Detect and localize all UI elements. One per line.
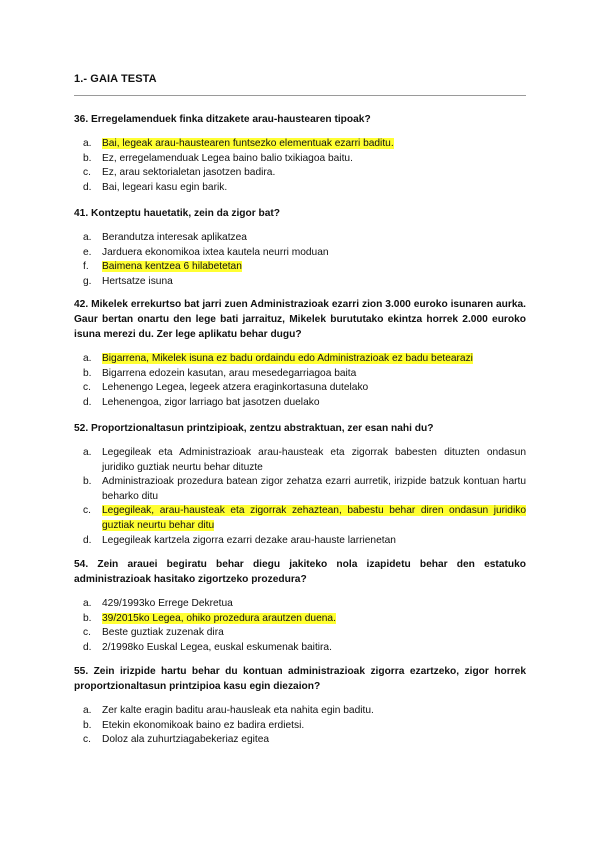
option-letter: a. xyxy=(83,598,92,609)
option-g xyxy=(74,275,526,290)
question-text: 52. Proportzionaltasun printzipioak, zentzu abstraktuan, zer esan nahi du? xyxy=(74,423,434,434)
option-a xyxy=(74,446,526,475)
question-text: 54. Zein arauei begiratu behar diegu jakiteko nola izapidetu behar den estatuko administrazioak hasitako zigortzeko prozedura? xyxy=(74,559,526,585)
option-letter: a. xyxy=(83,705,92,716)
option-text: Berandutza interesak aplikatzea xyxy=(102,232,247,243)
option-b xyxy=(74,367,526,382)
option-d xyxy=(74,181,526,196)
option-letter: f. xyxy=(83,261,89,273)
option-text-highlighted: Legegileak, arau-hausteak eta zigorrak zehaztean, babestu behar diren ondasun juridiko guztiak neurtu behar ditu xyxy=(102,505,526,531)
option-letter: g. xyxy=(83,275,92,287)
option-text-highlighted: Baimena kentzea 6 hilabetetan xyxy=(102,261,242,273)
option-letter: c. xyxy=(83,627,91,639)
option-letter: a. xyxy=(83,447,92,458)
option-list xyxy=(74,352,526,410)
option-list xyxy=(74,231,526,289)
option-letter: d. xyxy=(83,641,92,653)
question-42 xyxy=(74,297,526,410)
option-text: Lehenengo Legea, legeek atzera eraginkortasuna dutelako xyxy=(102,382,369,394)
question-52 xyxy=(74,421,526,548)
option-list xyxy=(74,597,526,655)
option-list xyxy=(74,446,526,548)
title-divider xyxy=(74,95,526,96)
option-d xyxy=(74,396,526,411)
option-b xyxy=(74,612,526,627)
option-b xyxy=(74,152,526,167)
option-letter: c. xyxy=(83,167,91,179)
option-text: Legegileak kartzela zigorra ezarri dezake arau-hauste larrienetan xyxy=(102,534,396,546)
option-text: Beste guztiak zuzenak dira xyxy=(102,627,224,639)
option-letter: d. xyxy=(83,396,92,408)
question-text: 42. Mikelek errekurtso bat jarri zuen Administrazioak ezarri zion 3.000 euroko isunaren aurka. Gaur bertan onartu den lege bati jarraituz, Mikelek burututako ekintza horrek 2.000 euroko isuna merezi du. Zer lege aplikatu behar dugu? xyxy=(74,299,526,340)
option-letter: c. xyxy=(83,734,91,746)
question-54 xyxy=(74,557,526,655)
option-a xyxy=(74,352,526,367)
option-text-highlighted: 39/2015ko Legea, ohiko prozedura arautzen duena. xyxy=(102,612,336,624)
option-letter: b. xyxy=(83,612,92,624)
option-letter: b. xyxy=(83,367,92,379)
option-a xyxy=(74,597,526,612)
option-letter: a. xyxy=(83,353,92,364)
option-c xyxy=(74,166,526,181)
option-e xyxy=(74,246,526,261)
option-c xyxy=(74,381,526,396)
question-41 xyxy=(74,206,526,289)
option-d xyxy=(74,534,526,549)
option-text: Doloz ala zuhurtziagabekeriaz egitea xyxy=(102,734,270,746)
option-text-highlighted: Bai, legeak arau-haustearen funtsezko elementuak ezarri baditu. xyxy=(102,138,394,149)
option-a xyxy=(74,137,526,152)
option-letter: d. xyxy=(83,534,92,546)
option-text: Etekin ekonomikoak baino ez badira erdietsi. xyxy=(102,719,305,731)
option-text: Legegileak eta Administrazioak arau-hausteak eta zigorrak babesten dituzten ondasun juridiko guztiak neurtu behar dituzte xyxy=(102,447,526,473)
option-letter: a. xyxy=(83,232,92,243)
option-letter: c. xyxy=(83,382,91,394)
question-55 xyxy=(74,664,526,748)
question-36 xyxy=(74,112,526,195)
option-d xyxy=(74,641,526,656)
option-list xyxy=(74,704,526,748)
option-text: Jarduera ekonomikoa ixtea kautela neurri moduan xyxy=(102,246,329,258)
document-title: 1.- GAIA TESTA xyxy=(74,73,157,85)
option-list xyxy=(74,137,526,195)
option-letter: b. xyxy=(83,719,92,731)
option-text: Zer kalte eragin baditu arau-hausleak eta nahita egin baditu. xyxy=(102,705,374,716)
option-text: 2/1998ko Euskal Legea, euskal eskumenak baitira. xyxy=(102,641,332,653)
option-text: Ez, erregelamenduak Legea baino balio txikiagoa baitu. xyxy=(102,152,353,164)
option-letter: e. xyxy=(83,246,92,258)
option-c xyxy=(74,504,526,533)
option-b xyxy=(74,475,526,504)
option-text: Bigarrena edozein kasutan, arau mesedegarriagoa baita xyxy=(102,367,357,379)
option-a xyxy=(74,704,526,719)
option-text: Bai, legeari kasu egin barik. xyxy=(102,181,228,193)
option-text: Lehenengoa, zigor larriago bat jasotzen duelako xyxy=(102,396,320,408)
option-letter: b. xyxy=(83,476,92,488)
option-letter: c. xyxy=(83,505,91,517)
option-text: 429/1993ko Errege Dekretua xyxy=(102,598,233,609)
option-letter: d. xyxy=(83,181,92,193)
question-text: 55. Zein irizpide hartu behar du kontuan administrazioak zigorra ezartzeko, zigor horrek proportzionaltasun printzipioa kasu egin diezaion? xyxy=(74,666,526,692)
question-text: 41. Kontzeptu hauetatik, zein da zigor bat? xyxy=(74,208,281,219)
option-a xyxy=(74,231,526,246)
option-b xyxy=(74,719,526,734)
option-f xyxy=(74,260,526,275)
option-c xyxy=(74,733,526,748)
option-text: Administrazioak prozedura batean zigor zehatza ezarri aurretik, irizpide batzuk kontuan hartu beharko ditu xyxy=(102,476,526,502)
option-text: Hertsatze isuna xyxy=(102,275,173,287)
option-text: Ez, arau sektorialetan jasotzen badira. xyxy=(102,167,276,179)
option-letter: b. xyxy=(83,152,92,164)
option-letter: a. xyxy=(83,138,92,149)
question-text: 36. Erregelamenduek finka ditzakete arau-haustearen tipoak? xyxy=(74,114,371,125)
option-text-highlighted: Bigarrena, Mikelek isuna ez badu ordaindu edo Administrazioak ez badu betearazi xyxy=(102,353,473,364)
option-c xyxy=(74,626,526,641)
